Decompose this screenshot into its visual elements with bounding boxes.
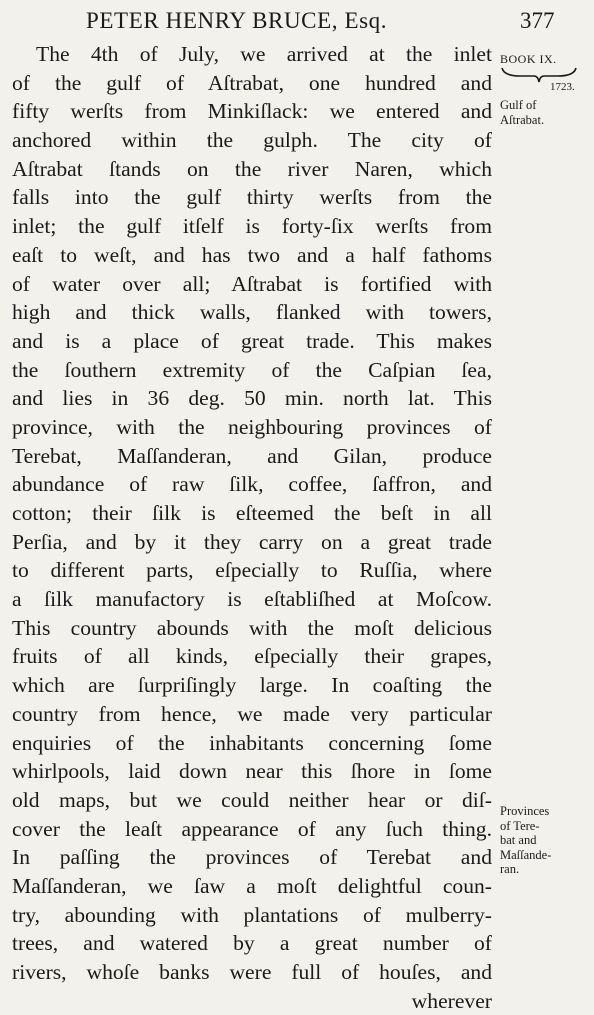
- text-line: inlet; the gulf itſelf is forty-ſix werſts from: [12, 214, 492, 239]
- catchword: wherever: [411, 988, 492, 1013]
- margin-note-line: Maſſande-: [500, 847, 552, 862]
- margin-note-provinces: [500, 804, 594, 877]
- text-line: try, abounding with plantations of mulberry-: [12, 902, 492, 927]
- text-line: trees, and watered by a great number of: [12, 931, 492, 956]
- text-line: rivers, whoſe banks were full of houſes, and: [12, 960, 492, 984]
- margin-note-line: ran.: [500, 862, 520, 876]
- running-title: PETER HENRY BRUCE, Esq.: [86, 8, 388, 33]
- text-line: fifty werſts from Minkiſlack: we entered and: [12, 99, 492, 124]
- text-line: eaſt to weſt, and has two and a half fathoms: [12, 242, 492, 267]
- page-number: 377: [520, 8, 555, 33]
- text-line: Maſſanderan, we ſaw a moſt delightful coun-: [12, 873, 492, 898]
- margin-note-line: Aſtrabat.: [500, 113, 545, 127]
- text-line: anchored within the gulph. The city of: [12, 128, 492, 153]
- text-line: of the gulf of Aſtrabat, one hundred and: [12, 70, 492, 95]
- text-line: old maps, but we could neither hear or diſ-: [12, 787, 492, 812]
- text-line: In paſſing the provinces of Terebat and: [12, 845, 492, 870]
- text-line: which are ſurpriſingly large. In coaſting the: [12, 673, 492, 698]
- text-line: Perſia, and by it they carry on a great trade: [12, 529, 492, 554]
- margin-note-line: Gulf of: [500, 98, 537, 112]
- text-line: of water over all; Aſtrabat is fortified with: [12, 271, 492, 296]
- text-line: Aſtrabat ſtands on the river Naren, which: [12, 156, 492, 181]
- text-line: cover the leaſt appearance of any ſuch thing.: [12, 816, 492, 841]
- margin-note-line: of Tere-: [500, 818, 540, 833]
- margin-note-line: Provinces: [500, 804, 550, 818]
- text-line: This country abounds with the moſt delicious: [12, 615, 492, 640]
- text-line: the ſouthern extremity of the Caſpian ſea,: [12, 357, 492, 382]
- text-line: falls into the gulf thirty werſts from the: [12, 185, 492, 210]
- running-head: [0, 8, 594, 42]
- text-line: Terebat, Maſſanderan, and Gilan, produce: [12, 443, 492, 468]
- text-line: The 4th of July, we arrived at the inlet: [36, 42, 492, 66]
- text-line: a ſilk manufactory is eſtabliſhed at Moſcow.: [12, 587, 492, 612]
- text-line: abundance of raw ſilk, coffee, ſaffron, and: [12, 472, 492, 497]
- text-line: country from hence, we made very particular: [12, 701, 492, 726]
- text-line: fruits of all kinds, eſpecially their grapes,: [12, 644, 492, 669]
- text-line: province, with the neighbouring provinces of: [12, 414, 492, 439]
- margin-note-book: BOOK IX.: [500, 52, 557, 66]
- margin-note-gulf: [500, 98, 594, 128]
- text-line: whirlpools, laid down near this ſhore in ſome: [12, 759, 492, 784]
- text-line: cotton; their ſilk is eſteemed the beſt in all: [12, 501, 492, 525]
- text-line: and lies in 36 deg. 50 min. north lat. This: [12, 386, 492, 411]
- margin-note-year: 1723.: [550, 81, 575, 93]
- text-line: and is a place of great trade. This makes: [12, 328, 492, 353]
- text-line: to different parts, eſpecially to Ruſſia, where: [12, 558, 492, 583]
- text-line: enquiries of the inhabitants concerning ſome: [12, 730, 492, 755]
- body-text: [12, 40, 492, 1015]
- text-line: high and thick walls, flanked with towers,: [12, 300, 492, 325]
- margin-note-line: bat and: [500, 833, 537, 847]
